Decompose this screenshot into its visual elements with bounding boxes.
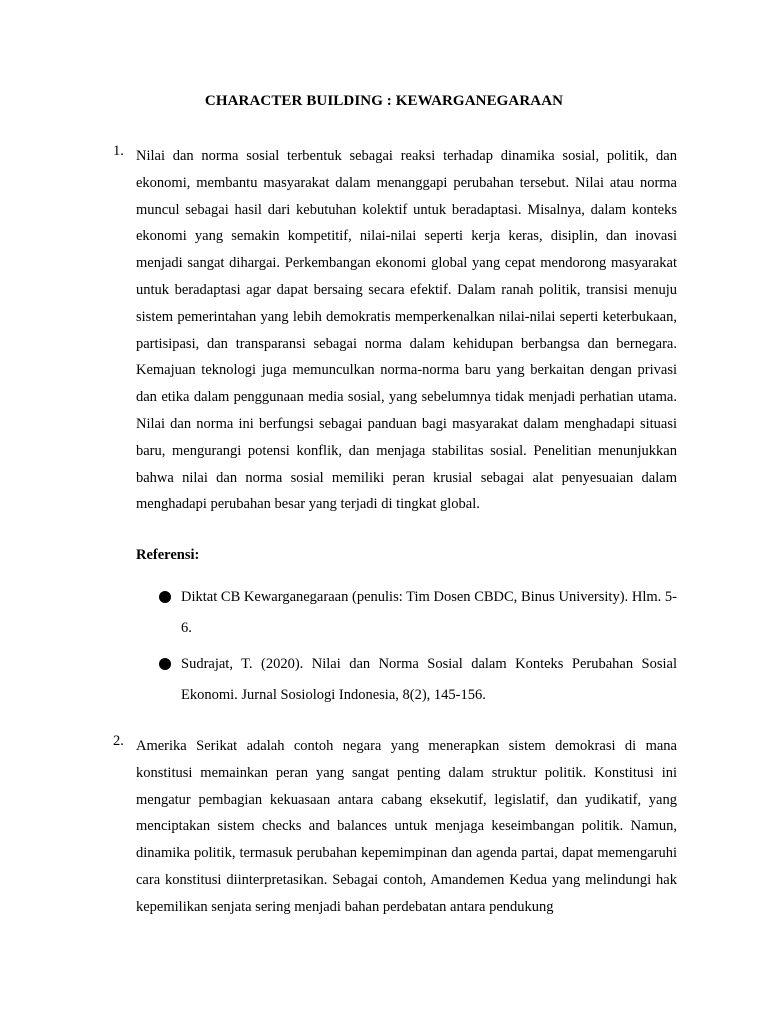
bullet-icon [159, 658, 171, 670]
reference-text: Diktat CB Kewarganegaraan (penulis: Tim Dosen CBDC, Binus University). Hlm. 5-6. [181, 589, 677, 636]
item-number: 2. [113, 733, 124, 749]
item-paragraph: Amerika Serikat adalah contoh negara yang menerapkan sistem demokrasi di mana konstitusi memainkan peran yang sangat penting dalam struktur politik. Konstitusi ini mengatur pembagian kekuasaan antara cabang eksekutif, legislatif, dan yudikatif, yang menciptakan sistem checks and balances untuk menjaga keseimbangan politik. Namun, dinamika politik, termasuk perubahan kepemimpinan dan agenda partai, dapat memengaruhi cara konstitusi diinterpretasikan. Sebagai contoh, Amandemen Kedua yang melindungi hak kepemilikan senjata sering menjadi bahan perdebatan antara pendukung [136, 738, 677, 915]
document-title: CHARACTER BUILDING : KEWARGANEGARAAN [204, 93, 564, 109]
bullet-icon [159, 591, 171, 603]
references-heading: Referensi: [136, 547, 200, 563]
reference-text: Sudrajat, T. (2020). Nilai dan Norma Sosial dalam Konteks Perubahan Sosial Ekonomi. Jurnal Sosiologi Indonesia, 8(2), 145-156. [181, 656, 677, 703]
item-paragraph: Nilai dan norma sosial terbentuk sebagai reaksi terhadap dinamika sosial, politik, dan ekonomi, membantu masyarakat dalam menanggapi perubahan tersebut. Nilai atau norma muncul sebagai hasil dari kebutuhan kolektif untuk beradaptasi. Misalnya, dalam konteks ekonomi yang semakin kompetitif, nilai-nilai seperti kerja keras, disiplin, dan inovasi menjadi sangat dihargai. Perkembangan ekonomi global yang cepat mendorong masyarakat untuk beradaptasi agar dapat bersaing secara efektif. Dalam ranah politik, transisi menuju sistem pemerintahan yang lebih demokratis memperkenalkan nilai-nilai seperti keterbukaan, partisipasi, dan transparansi sebagai norma dalam kehidupan berbangsa dan bernegara. Kemajuan teknologi juga memunculkan norma-norma baru yang berkaitan dengan privasi dan etika dalam penggunaan media sosial, yang sebelumnya tidak menjadi perhatian utama. Nilai dan norma ini berfungsi sebagai panduan bagi masyarakat dalam menghadapi situasi baru, mengurangi potensi konflik, dan menjaga stabilitas sosial. Penelitian menunjukkan bahwa nilai dan norma sosial memiliki peran krusial sebagai alat penyesuaian dalam menghadapi perubahan besar yang terjadi di tingkat global. [136, 148, 677, 513]
item-number: 1. [113, 143, 124, 159]
